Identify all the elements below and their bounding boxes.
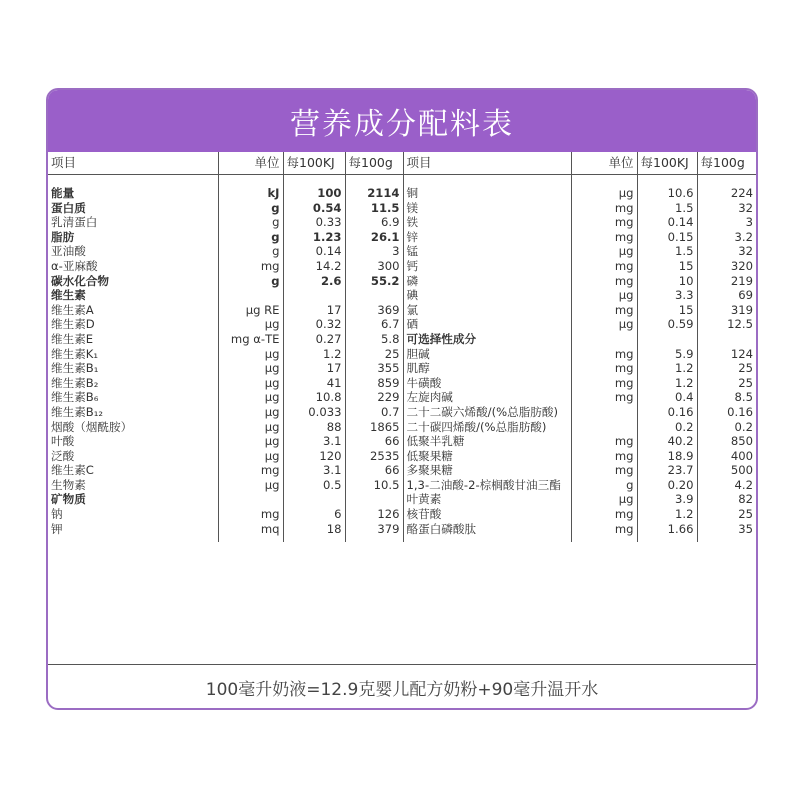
cell-per-kj-left: 0.32 [283,317,345,332]
cell-per-g-right: 69 [738,288,753,303]
cell-unit-right: mg [571,376,637,391]
cell-item-left: 维生素D [48,317,218,332]
table-row [48,244,756,259]
cell-unit-right: μg [571,492,637,507]
cell-per-kj-right: 1.66 [637,522,697,543]
table-row [48,317,756,332]
cell-unit-left: g [218,215,283,230]
cell-item-left: 泛酸 [48,449,218,464]
cell-per-kj-left: 2.6 [283,274,345,289]
cell-unit-left: μg [218,361,283,376]
header-per-kj-right: 每100KJ [637,152,697,175]
cell-per-g-left: 55.2 [345,274,403,289]
table-row [48,332,756,347]
cell-unit-left: μg [218,347,283,362]
table-row [48,361,756,376]
table-row [48,288,756,303]
table-row [48,201,756,216]
cell-item-right: 锰 [403,244,571,259]
cell-per-kj-right: 0.16 [637,405,697,420]
cell-item-right: 1,3-二油酸-2-棕榈酸甘油三酯 [403,478,571,493]
cell-per-g-left: 5.8 [345,332,403,347]
table-header-row [48,152,756,175]
cell-per-kj-left: 0.27 [283,332,345,347]
cell-per-kj-left: 0.5 [283,478,345,493]
cell-item-left: 钠 [48,507,218,522]
cell-per-kj-right: 18.9 [637,449,697,464]
cell-item-left: 乳清蛋白 [48,215,218,230]
cell-item-left: 叶酸 [48,434,218,449]
cell-per-kj-right: 0.20 [637,478,697,493]
cell-unit-left: mq [218,522,283,543]
cell-item-right: 氯 [403,303,571,318]
table-row [48,390,756,405]
cell-per-kj-left: 0.54 [283,201,345,216]
cell-item-right: 低聚果糖 [403,449,571,464]
cell-unit-right: μg [571,244,637,259]
page-title: 营养成分配料表 [48,90,756,152]
cell-per-kj-right: 23.7 [637,463,697,478]
cell-per-kj-left: 1.23 [283,230,345,245]
table-row [48,186,756,201]
cell-per-g-left: 6.9 [345,215,403,230]
cell-per-g-right: 12.5 [727,317,753,332]
cell-per-g-right: 850 [730,434,753,449]
cell-per-kj-left: 14.2 [283,259,345,274]
table-row [48,522,756,543]
cell-unit-left: mg [218,507,283,522]
table-row [48,463,756,478]
cell-per-g-right: 320 [730,258,753,273]
cell-unit-left: g [218,244,283,259]
cell-per-kj-right: 0.2 [637,420,697,435]
cell-item-right: 低聚半乳糖 [403,434,571,449]
cell-per-kj-right: 5.9 [637,347,697,362]
cell-per-g-right: 32 [738,200,753,215]
header-unit-left: 单位 [218,152,283,175]
cell-per-g-right: 82 [738,492,753,507]
cell-unit-left: mg [218,259,283,274]
cell-per-kj-right: 0.4 [637,390,697,405]
cell-item-right: 叶黄素 [403,492,571,507]
cell-item-left: 维生素B₆ [48,390,218,405]
table-body [48,175,756,543]
table-row [48,449,756,464]
cell-item-right: 酪蛋白磷酸肽 [403,522,571,543]
cell-per-kj-right: 3.3 [637,288,697,303]
cell-item-left: 维生素C [48,463,218,478]
cell-per-g-right: 224 [730,186,753,200]
cell-item-right: 铁 [403,215,571,230]
cell-per-kj-left: 3.1 [283,463,345,478]
cell-item-right: 核苷酸 [403,507,571,522]
cell-unit-right: mg [571,230,637,245]
cell-item-right: 锌 [403,230,571,245]
cell-per-g-right: 219 [730,273,753,288]
cell-per-kj-left: 10.8 [283,390,345,405]
cell-per-kj-left: 18 [283,522,345,543]
cell-per-kj-left: 120 [283,449,345,464]
cell-unit-left: g [218,230,283,245]
cell-item-left: 亚油酸 [48,244,218,259]
cell-unit-left: μg [218,478,283,493]
header-item-right: 项目 [403,152,571,175]
table-row [48,259,756,274]
cell-item-left: 维生素B₁₂ [48,405,218,420]
cell-item-left: 维生素B₁ [48,361,218,376]
table-row [48,434,756,449]
cell-per-g-right: 0.2 [734,419,753,434]
cell-unit-right: mg [571,463,637,478]
cell-per-g-right: 3.2 [734,229,753,244]
cell-per-g-right: 8.5 [734,390,753,405]
cell-per-kj-left: 1.2 [283,347,345,362]
cell-per-g-left: 859 [345,376,403,391]
cell-per-kj-left: 17 [283,303,345,318]
cell-per-g-left: 1865 [345,420,403,435]
cell-per-g-right: 0.16 [727,404,753,419]
cell-per-g-right: 4.2 [734,477,753,492]
cell-per-g-right: 32 [738,244,753,259]
cell-item-right: 二十二碳六烯酸/(%总脂肪酸) [403,405,571,420]
cell-per-kj-right: 10 [637,274,697,289]
cell-unit-left: mg α-TE [218,332,283,347]
cell-per-g-left: 6.7 [345,317,403,332]
cell-per-g-right: 25 [738,361,753,376]
cell-per-kj-right: 40.2 [637,434,697,449]
cell-item-left: 蛋白质 [48,201,218,216]
cell-unit-left: μg [218,376,283,391]
cell-per-g-right: 35 [738,521,753,536]
cell-per-g-left: 26.1 [345,230,403,245]
cell-item-left: 维生素B₂ [48,376,218,391]
cell-per-g-right: 319 [730,302,753,317]
cell-unit-left: μg [218,405,283,420]
cell-unit-right [571,420,637,435]
cell-per-g-left [345,288,403,303]
cell-item-right: 硒 [403,317,571,332]
cell-unit-right: mg [571,274,637,289]
header-per-g-right: 每100g [697,152,756,175]
cell-item-left: 碳水化合物 [48,274,218,289]
cell-item-left: 维生素 [48,288,218,303]
cell-per-g-left: 379 [345,522,403,543]
cell-unit-right: mg [571,347,637,362]
nutrition-table [48,152,756,542]
table-row [48,405,756,420]
cell-item-right: 镁 [403,201,571,216]
cell-item-right: 牛磺酸 [403,376,571,391]
cell-unit-left: μg [218,434,283,449]
cell-per-g-left: 355 [345,361,403,376]
cell-unit-right: μg [571,186,637,201]
cell-per-kj-left: 0.14 [283,244,345,259]
cell-unit-right: mg [571,201,637,216]
nutrition-card [46,88,758,710]
cell-item-right: 可选择性成分 [403,332,571,347]
cell-per-g-left [345,492,403,507]
cell-unit-right: mg [571,215,637,230]
cell-item-left: 维生素K₁ [48,347,218,362]
cell-per-kj-right: 1.2 [637,361,697,376]
table-spacer-row [48,175,756,187]
cell-per-g-left: 229 [345,390,403,405]
cell-item-right: 二十碳四烯酸/(%总脂肪酸) [403,420,571,435]
table-row [48,492,756,507]
table-row [48,347,756,362]
header-item-left: 项目 [48,152,218,175]
cell-per-kj-right: 1.2 [637,376,697,391]
cell-per-kj-right: 15 [637,259,697,274]
cell-unit-right: mg [571,303,637,318]
cell-item-left: 维生素A [48,303,218,318]
cell-per-kj-right: 0.59 [637,317,697,332]
cell-item-left: 生物素 [48,478,218,493]
cell-item-left: α-亚麻酸 [48,259,218,274]
table-row [48,478,756,493]
cell-unit-left: μg RE [218,303,283,318]
cell-unit-right [571,405,637,420]
table-row [48,303,756,318]
cell-per-g-left: 369 [345,303,403,318]
cell-unit-left: g [218,201,283,216]
cell-per-kj-left: 0.033 [283,405,345,420]
cell-per-kj-left: 6 [283,507,345,522]
cell-per-kj-right: 15 [637,303,697,318]
cell-per-g-right: 124 [730,346,753,361]
cell-per-kj-left: 88 [283,420,345,435]
cell-item-left: 脂肪 [48,230,218,245]
cell-unit-right: mg [571,449,637,464]
cell-unit-left: μg [218,420,283,435]
cell-item-right: 左旋肉碱 [403,390,571,405]
cell-per-g-right: 400 [730,448,753,463]
cell-item-right: 胆碱 [403,347,571,362]
cell-per-kj-left: 41 [283,376,345,391]
cell-item-left: 能量 [48,186,218,201]
cell-item-right: 多聚果糖 [403,463,571,478]
cell-per-kj-left: 100 [283,186,345,201]
cell-per-g-left: 11.5 [345,201,403,216]
cell-unit-right: mg [571,522,637,543]
cell-per-g-left: 2114 [345,186,403,201]
cell-unit-right: mg [571,361,637,376]
header-unit-right: 单位 [571,152,637,175]
cell-per-g-left: 66 [345,463,403,478]
cell-item-left: 钾 [48,522,218,543]
cell-per-kj-right: 1.5 [637,201,697,216]
cell-per-kj-right: 1.5 [637,244,697,259]
cell-per-g-left: 300 [345,259,403,274]
cell-unit-right: g [571,478,637,493]
cell-item-left: 烟酸（烟酰胺） [48,420,218,435]
table-row [48,230,756,245]
cell-item-right: 钙 [403,259,571,274]
table-row [48,215,756,230]
cell-unit-left [218,492,283,507]
cell-per-g-right: 500 [730,463,753,478]
cell-per-g-left: 25 [345,347,403,362]
cell-unit-right: μg [571,317,637,332]
cell-per-kj-left: 0.33 [283,215,345,230]
cell-per-g-right: 3 [745,215,753,230]
cell-per-kj-left [283,288,345,303]
cell-unit-right [571,332,637,347]
cell-per-g-left: 66 [345,434,403,449]
cell-per-kj-right: 0.14 [637,215,697,230]
cell-per-kj-right [637,332,697,347]
cell-unit-right: mg [571,259,637,274]
cell-per-g-left: 126 [345,507,403,522]
cell-unit-left: g [218,274,283,289]
cell-item-right: 磷 [403,274,571,289]
cell-per-g-left: 2535 [345,449,403,464]
table-row [48,420,756,435]
cell-per-kj-right: 3.9 [637,492,697,507]
cell-per-kj-right: 0.15 [637,230,697,245]
cell-unit-right: μg [571,288,637,303]
table-row [48,376,756,391]
cell-item-left: 维生素E [48,332,218,347]
cell-item-right: 肌醇 [403,361,571,376]
cell-per-g-right: 25 [738,375,753,390]
cell-unit-left: μg [218,317,283,332]
cell-item-left: 矿物质 [48,492,218,507]
cell-item-right: 碘 [403,288,571,303]
cell-per-kj-right: 1.2 [637,507,697,522]
cell-per-g-right [697,332,756,347]
cell-unit-left: kJ [218,186,283,201]
cell-unit-right: mg [571,434,637,449]
cell-item-right: 铜 [403,186,571,201]
cell-per-kj-left [283,492,345,507]
cell-unit-left: mg [218,463,283,478]
table-row [48,274,756,289]
cell-per-kj-left: 3.1 [283,434,345,449]
cell-unit-left [218,288,283,303]
cell-per-kj-right: 10.6 [637,186,697,201]
cell-unit-right: mg [571,507,637,522]
footer-note: 100毫升奶液=12.9克婴儿配方奶粉+90毫升温开水 [48,664,756,709]
header-per-kj-left: 每100KJ [283,152,345,175]
cell-unit-left: μg [218,390,283,405]
cell-per-kj-left: 17 [283,361,345,376]
cell-unit-left: μg [218,449,283,464]
table-row [48,507,756,522]
cell-per-g-right: 25 [738,507,753,522]
header-per-g-left: 每100g [345,152,403,175]
cell-unit-right: mg [571,390,637,405]
cell-per-g-left: 10.5 [345,478,403,493]
cell-per-g-left: 3 [345,244,403,259]
cell-per-g-left: 0.7 [345,405,403,420]
